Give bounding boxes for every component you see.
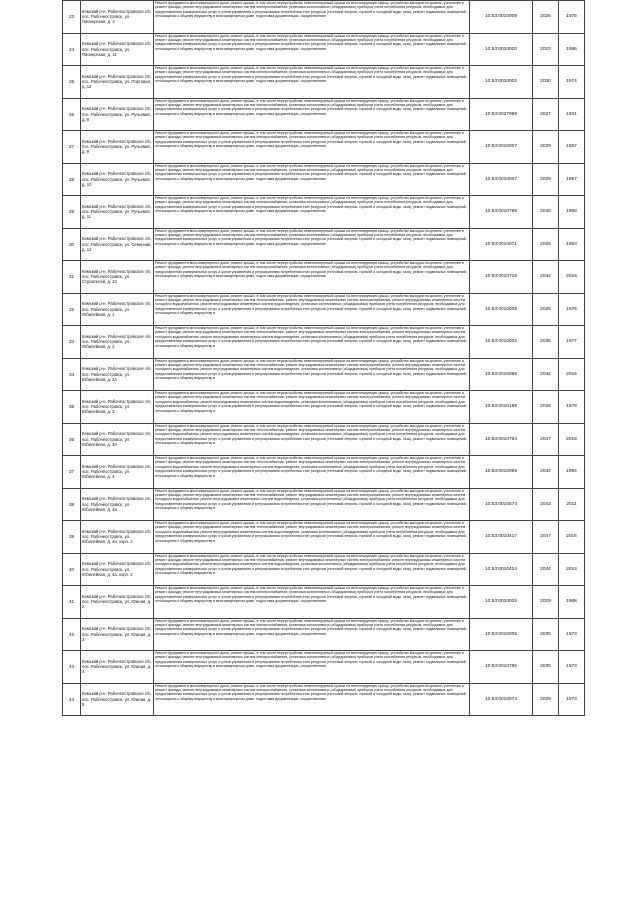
table-row bbox=[63, 261, 585, 294]
row-number: 36 bbox=[63, 423, 81, 456]
planned-year-cell: 2027 bbox=[533, 98, 559, 131]
work-description-text: Ремонт фундамента многоквартирного дома, ремонт крыши, в том числе переустройство невентилируемой крыши на вентилируемую крышу, устройство выходов на кровлю, утепление и ремонт фасада, ремонт внутридомовых инженерных систем электроснабжения, установка коллективных (общедомовых) приборов учета потребления ресурсов, необходимых для предоставления коммунальных услуг, и узлов управления и регулирования потребления этих ресурсов (тепловой энергии, горячей и холодной воды, газа), ремонт подвальных помещений, относящихся к общему имуществу в многоквартирном доме, подготовка документации, осуществление bbox=[155, 261, 467, 279]
build-year-cell: 1931 bbox=[559, 98, 585, 131]
table-row bbox=[63, 228, 585, 261]
address-cell: Кемский р-н. Рабочеостровское с/п, пос. Рабочеостровск, ул. Юбилейная, д. 2 bbox=[81, 326, 154, 359]
work-description-cell bbox=[154, 326, 470, 359]
work-description-text: Ремонт фундамента многоквартирного дома, ремонт крыши, в том числе переустройство невентилируемой крыши на вентилируемую крышу, устройство выходов на кровлю, утепление и ремонт фасада, ремонт внутридомовых инженерных систем теплоснабжения, ремонт внутридомовых инженерных систем электроснабжения, ремонт внутридомовых инженерных систем холодного водоснабжения, ремонт внутридомовых инженерных систем водоотведения, установка коллективных (общедомовых) приборов учета потребления ресурсов, необходимых для предоставления коммунальных услуг, и узлов управления и регулирования потребления этих ресурсов (тепловой энергии, горячей и холодной воды, газа), ремонт подвальных помещений, относящихся к общему имуществу в bbox=[155, 456, 467, 478]
work-description-cell bbox=[154, 651, 470, 684]
address-cell: Кемский р-н. Рабочеостровское с/п, пос. Рабочеостровск, ул. Портовая, д. 12 bbox=[81, 66, 154, 99]
work-description-cell bbox=[154, 586, 470, 619]
address-cell: Кемский р-н. Рабочеостровское с/п, пос. Рабочеостровск, ул. Южная, д. 5 bbox=[81, 683, 154, 716]
planned-year-cell: 2042 bbox=[533, 358, 559, 391]
cadastral-number-cell: 10:53:0010764 bbox=[470, 423, 533, 456]
build-year-cell: 1968 bbox=[559, 586, 585, 619]
build-year-cell: 1978 bbox=[559, 391, 585, 424]
build-year-cell: 1967 bbox=[559, 163, 585, 196]
table-row bbox=[63, 326, 585, 359]
table-row bbox=[63, 423, 585, 456]
address-cell: Кемский р-н. Рабочеостровское с/п, пос. Рабочеостровск, ул. Юбилейная, д. 4а, корп. 1 bbox=[81, 521, 154, 554]
planned-year-cell: 2023 bbox=[533, 33, 559, 66]
row-number: 32 bbox=[63, 293, 81, 326]
planned-year-cell: 2025 bbox=[533, 293, 559, 326]
table-body bbox=[63, 1, 585, 716]
cadastral-number-cell: 10:53:0010002 bbox=[470, 326, 533, 359]
build-year-cell: 1977 bbox=[559, 326, 585, 359]
address-cell: Кемский р-н. Рабочеостровское с/п, пос. Рабочеостровск, ул. Ручьевая, д. 8 bbox=[81, 98, 154, 131]
cadastral-number-cell: 10:53:0010025 bbox=[470, 586, 533, 619]
work-description-text: Ремонт фундамента многоквартирного дома, ремонт крыши, в том числе переустройство невентилируемой крыши на вентилируемую крышу, устройство выходов на кровлю, утепление и ремонт фасада, ремонт внутридомовых инженерных систем электроснабжения, установка коллективных (общедомовых) приборов учета потребления ресурсов, необходимых для предоставления коммунальных услуг, и узлов управления и регулирования потребления этих ресурсов (тепловой энергии, горячей и холодной воды, газа), ремонт подвальных помещений, относящихся к общему имуществу в многоквартирном доме, подготовка документации, осуществление bbox=[155, 131, 467, 149]
work-description-cell bbox=[154, 553, 470, 586]
work-description-cell bbox=[154, 131, 470, 164]
planned-year-cell: 2030 bbox=[533, 196, 559, 229]
planned-year-cell: 2029 bbox=[533, 586, 559, 619]
work-description-cell bbox=[154, 1, 470, 34]
cadastral-number-cell: 10:53:0010417 bbox=[470, 521, 533, 554]
housing-repair-table bbox=[62, 0, 585, 716]
table-row bbox=[63, 33, 585, 66]
cadastral-number-cell: 10:53:0010074 bbox=[470, 683, 533, 716]
address-cell: Кемский р-н. Рабочеостровское с/п, пос. Рабочеостровск, ул. Юбилейная, д. 4 bbox=[81, 456, 154, 489]
work-description-cell bbox=[154, 228, 470, 261]
planned-year-cell: 2047 bbox=[533, 521, 559, 554]
row-number: 31 bbox=[63, 261, 81, 294]
row-number: 23 bbox=[63, 1, 81, 34]
address-cell: Кемский р-н. Рабочеостровское с/п, пос. Рабочеостровск, ул. Юбилейная, д. 3 bbox=[81, 391, 154, 424]
work-description-cell bbox=[154, 293, 470, 326]
work-description-text: Ремонт фундамента многоквартирного дома, ремонт крыши, в том числе переустройство невентилируемой крыши на вентилируемую крышу, устройство выходов на кровлю, утепление и ремонт фасада, ремонт внутридомовых инженерных систем электроснабжения, установка коллективных (общедомовых) приборов учета потребления ресурсов, необходимых для предоставления коммунальных услуг, и узлов управления и регулирования потребления этих ресурсов (тепловой энергии, горячей и холодной воды, газа), ремонт подвальных помещений, относящихся к общему имуществу в многоквартирном доме, подготовка документации, осуществление bbox=[155, 66, 467, 84]
work-description-text: Ремонт фундамента многоквартирного дома, ремонт крыши, в том числе переустройство невентилируемой крыши на вентилируемую крышу, устройство выходов на кровлю, утепление и ремонт фасада, ремонт внутридомовых инженерных систем теплоснабжения, ремонт внутридомовых инженерных систем электроснабжения, ремонт внутридомовых инженерных систем холодного водоснабжения, ремонт внутридомовых инженерных систем водоотведения, установка коллективных (общедомовых) приборов учета потребления ресурсов, необходимых для предоставления коммунальных услуг, и узлов управления и регулирования потребления этих ресурсов (тепловой энергии, горячей и холодной воды, газа), ремонт подвальных помещений, относящихся к общему имуществу в bbox=[155, 293, 467, 316]
address-cell: Кемский р-н. Рабочеостровское с/п, пос. Рабочеостровск, ул. Юбилейная, д. 2А bbox=[81, 358, 154, 391]
work-description-cell bbox=[154, 163, 470, 196]
planned-year-cell: 2042 bbox=[533, 456, 559, 489]
work-description-text: Ремонт фундамента многоквартирного дома, ремонт крыши, в том числе переустройство невентилируемой крыши на вентилируемую крышу, устройство выходов на кровлю, утепление и ремонт фасада, ремонт внутридомовых инженерных систем теплоснабжения, ремонт внутридомовых инженерных систем электроснабжения, ремонт внутридомовых инженерных систем холодного водоснабжения, ремонт внутридомовых инженерных систем водоотведения, установка коллективных (общедомовых) приборов учета потребления ресурсов, необходимых для предоставления коммунальных услуг, и узлов управления и регулирования потребления этих ресурсов (тепловой энергии, горячей и холодной воды, газа), ремонт подвальных помещений, относящихся к общему имуществу в bbox=[155, 326, 467, 348]
row-number: 35 bbox=[63, 391, 81, 424]
planned-year-cell: 2047 bbox=[533, 423, 559, 456]
build-year-cell: 1994 bbox=[559, 456, 585, 489]
build-year-cell: 2016 bbox=[559, 521, 585, 554]
work-description-cell bbox=[154, 33, 470, 66]
cadastral-number-cell: 10:53:0010424 bbox=[470, 553, 533, 586]
build-year-cell: 1968 bbox=[559, 196, 585, 229]
row-number: 44 bbox=[63, 683, 81, 716]
build-year-cell: 1973 bbox=[559, 618, 585, 651]
build-year-cell: 1975 bbox=[559, 293, 585, 326]
cadastral-number-cell: 10:53:0010071 bbox=[470, 228, 533, 261]
build-year-cell: 1975 bbox=[559, 1, 585, 34]
work-description-cell bbox=[154, 66, 470, 99]
table-row bbox=[63, 618, 585, 651]
row-number: 39 bbox=[63, 521, 81, 554]
planned-year-cell: 2030 bbox=[533, 651, 559, 684]
planned-year-cell: 2025 bbox=[533, 228, 559, 261]
work-description-cell bbox=[154, 423, 470, 456]
address-cell: Кемский р-н. Рабочеостровское с/п, пос. Рабочеостровск, ул. Южная, д. 4 bbox=[81, 651, 154, 684]
table-row bbox=[63, 553, 585, 586]
work-description-text: Ремонт фундамента многоквартирного дома, ремонт крыши, в том числе переустройство невентилируемой крыши на вентилируемую крышу, устройство выходов на кровлю, утепление и ремонт фасада, ремонт внутридомовых инженерных систем электроснабжения, установка коллективных (общедомовых) приборов учета потребления ресурсов, необходимых для предоставления коммунальных услуг, и узлов управления и регулирования потребления этих ресурсов (тепловой энергии, горячей и холодной воды, газа), ремонт подвальных помещений, относящихся к общему имуществу в многоквартирном доме, подготовка документации, осуществление bbox=[155, 98, 467, 116]
cadastral-number-cell: 10:53:0010020 bbox=[470, 33, 533, 66]
address-cell: Кемский р-н. Рабочеостровское с/п, пос. Рабочеостровск, ул. Ручьевая, д. 9 bbox=[81, 131, 154, 164]
work-description-text: Ремонт фундамента многоквартирного дома, ремонт крыши, в том числе переустройство невентилируемой крыши на вентилируемую крышу, устройство выходов на кровлю, утепление и ремонт фасада, ремонт внутридомовых инженерных систем теплоснабжения, ремонт внутридомовых инженерных систем электроснабжения, ремонт внутридомовых инженерных систем холодного водоснабжения, ремонт внутридомовых инженерных систем водоотведения, установка коллективных (общедомовых) приборов учета потребления ресурсов, необходимых для предоставления коммунальных услуг, и узлов управления и регулирования потребления этих ресурсов (тепловой энергии, горячей и холодной воды, газа), ремонт подвальных помещений, относящихся к общему имуществу в bbox=[155, 521, 467, 543]
cadastral-number-cell: 10:53:0010199 bbox=[470, 391, 533, 424]
address-cell: Кемский р-н. Рабочеостровское с/п, пос. Рабочеостровск, ул. Юбилейная, д. 1 bbox=[81, 293, 154, 326]
row-number: 41 bbox=[63, 586, 81, 619]
row-number: 42 bbox=[63, 618, 81, 651]
row-number: 24 bbox=[63, 33, 81, 66]
cadastral-number-cell: 10:53:0010009 bbox=[470, 1, 533, 34]
address-cell: Кемский р-н. Рабочеостровское с/п, пос. Рабочеостровск, ул. Пионерская, д. 11 bbox=[81, 33, 154, 66]
build-year-cell: 1967 bbox=[559, 131, 585, 164]
table-row bbox=[63, 521, 585, 554]
work-description-cell bbox=[154, 456, 470, 489]
row-number: 26 bbox=[63, 98, 81, 131]
build-year-cell: 2016 bbox=[559, 358, 585, 391]
cadastral-number-cell: 10:53:0010009 bbox=[470, 293, 533, 326]
row-number: 40 bbox=[63, 553, 81, 586]
table-row bbox=[63, 66, 585, 99]
row-number: 25 bbox=[63, 66, 81, 99]
work-description-cell bbox=[154, 618, 470, 651]
work-description-text: Ремонт фундамента многоквартирного дома, ремонт крыши, в том числе переустройство невентилируемой крыши на вентилируемую крышу, устройство выходов на кровлю, утепление и ремонт фасада, ремонт внутридомовых инженерных систем электроснабжения, установка коллективных (общедомовых) приборов учета потребления ресурсов, необходимых для предоставления коммунальных услуг, и узлов управления и регулирования потребления этих ресурсов (тепловой энергии, горячей и холодной воды, газа), ремонт подвальных помещений, относящихся к общему имуществу в многоквартирном доме, подготовка документации, осуществление bbox=[155, 228, 467, 246]
table-row bbox=[63, 1, 585, 34]
planned-year-cell: 2030 bbox=[533, 66, 559, 99]
build-year-cell: 1986 bbox=[559, 33, 585, 66]
planned-year-cell: 2029 bbox=[533, 131, 559, 164]
build-year-cell: 2016 bbox=[559, 261, 585, 294]
work-description-text: Ремонт фундамента многоквартирного дома, ремонт крыши, в том числе переустройство невентилируемой крыши на вентилируемую крышу, устройство выходов на кровлю, утепление и ремонт фасада, ремонт внутридомовых инженерных систем теплоснабжения, ремонт внутридомовых инженерных систем электроснабжения, ремонт внутридомовых инженерных систем холодного водоснабжения, ремонт внутридомовых инженерных систем водоотведения, установка коллективных (общедомовых) приборов учета потребления ресурсов, необходимых для предоставления коммунальных услуг, и узлов управления и регулирования потребления этих ресурсов (тепловой энергии, горячей и холодной воды, газа), ремонт подвальных помещений, относящихся к общему имуществу в bbox=[155, 358, 467, 381]
table-row bbox=[63, 488, 585, 521]
planned-year-cell: 2044 bbox=[533, 553, 559, 586]
table-row bbox=[63, 293, 585, 326]
cadastral-number-cell: 10:53:0027998 bbox=[470, 98, 533, 131]
address-cell: Кемский р-н. Рабочеостровское с/п, пос. Рабочеостровск, ул. Ручьевая, д. 10 bbox=[81, 163, 154, 196]
address-cell: Кемский р-н. Рабочеостровское с/п, пос. Рабочеостровск, ул. Южная, д. 3 bbox=[81, 618, 154, 651]
row-number: 33 bbox=[63, 326, 81, 359]
work-description-cell bbox=[154, 521, 470, 554]
work-description-cell bbox=[154, 358, 470, 391]
table-row bbox=[63, 456, 585, 489]
work-description-cell bbox=[154, 261, 470, 294]
row-number: 37 bbox=[63, 456, 81, 489]
work-description-cell bbox=[154, 391, 470, 424]
build-year-cell: 1974 bbox=[559, 66, 585, 99]
row-number: 29 bbox=[63, 196, 81, 229]
address-cell: Кемский р-н. Рабочеостровское с/п, пос. Рабочеостровск, ул. Юбилейная, д. 4а bbox=[81, 488, 154, 521]
table-row bbox=[63, 683, 585, 716]
table-row bbox=[63, 196, 585, 229]
row-number: 34 bbox=[63, 358, 81, 391]
cadastral-number-cell: 10:53:0010007 bbox=[470, 163, 533, 196]
address-cell: Кемский р-н. Рабочеостровское с/п, пос. Рабочеостровск, ул. Северная, д. 12 bbox=[81, 228, 154, 261]
work-description-text: Ремонт фундамента многоквартирного дома, ремонт крыши, в том числе переустройство невентилируемой крыши на вентилируемую крышу, устройство выходов на кровлю, утепление и ремонт фасада, ремонт внутридомовых инженерных систем электроснабжения, установка коллективных (общедомовых) приборов учета потребления ресурсов, необходимых для предоставления коммунальных услуг, и узлов управления и регулирования потребления этих ресурсов (тепловой энергии, горячей и холодной воды, газа), ремонт подвальных помещений, относящихся к общему имуществу в многоквартирном доме, подготовка документации, осуществление bbox=[155, 33, 467, 51]
cadastral-number-cell: 10:53:0010069 bbox=[470, 456, 533, 489]
cadastral-number-cell: 10:53:0010007 bbox=[470, 131, 533, 164]
address-cell: Кемский р-н. Рабочеостровское с/п, пос. Рабочеостровск, ул. Пионерская, д. 4 bbox=[81, 1, 154, 34]
planned-year-cell: 2029 bbox=[533, 163, 559, 196]
address-cell: Кемский р-н. Рабочеостровское с/п, пос. Рабочеостровск, ул. Ручьевая, д. 11 bbox=[81, 196, 154, 229]
row-number: 38 bbox=[63, 488, 81, 521]
planned-year-cell: 2042 bbox=[533, 261, 559, 294]
row-number: 27 bbox=[63, 131, 81, 164]
work-description-text: Ремонт фундамента многоквартирного дома, ремонт крыши, в том числе переустройство невентилируемой крыши на вентилируемую крышу, устройство выходов на кровлю, утепление и ремонт фасада, ремонт внутридомовых инженерных систем электроснабжения, установка коллективных (общедомовых) приборов учета потребления ресурсов, необходимых для предоставления коммунальных услуг, и узлов управления и регулирования потребления этих ресурсов (тепловой энергии, горячей и холодной воды, газа), ремонт подвальных помещений, относящихся к общему имуществу в многоквартирном доме, подготовка документации, осуществление bbox=[155, 163, 467, 181]
work-description-text: Ремонт фундамента многоквартирного дома, ремонт крыши, в том числе переустройство невентилируемой крыши на вентилируемую крышу, устройство выходов на кровлю, утепление и ремонт фасада, ремонт внутридомовых инженерных систем теплоснабжения, ремонт внутридомовых инженерных систем электроснабжения, ремонт внутридомовых инженерных систем холодного водоснабжения, ремонт внутридомовых инженерных систем водоотведения, установка коллективных (общедомовых) приборов учета потребления ресурсов, необходимых для предоставления коммунальных услуг, и узлов управления и регулирования потребления этих ресурсов (тепловой энергии, горячей и холодной воды, газа), ремонт подвальных помещений, относящихся к общему имуществу в bbox=[155, 553, 467, 576]
address-cell: Кемский р-н. Рабочеостровское с/п, пос. Рабочеостровск, ул. Южная, д. 2 bbox=[81, 586, 154, 619]
table-row bbox=[63, 358, 585, 391]
cadastral-number-cell: 10:53:0010799 bbox=[470, 196, 533, 229]
work-description-text: Ремонт фундамента многоквартирного дома, ремонт крыши, в том числе переустройство невентилируемой крыши на вентилируемую крышу, устройство выходов на кровлю, утепление и ремонт фасада, ремонт внутридомовых инженерных систем электроснабжения, установка коллективных (общедомовых) приборов учета потребления ресурсов, необходимых для предоставления коммунальных услуг, и узлов управления и регулирования потребления этих ресурсов (тепловой энергии, горячей и холодной воды, газа), ремонт подвальных помещений, относящихся к общему имуществу в многоквартирном доме, подготовка документации, осуществление bbox=[155, 196, 467, 214]
planned-year-cell: 2026 bbox=[533, 391, 559, 424]
build-year-cell: 1973 bbox=[559, 651, 585, 684]
work-description-text: Ремонт фундамента многоквартирного дома, ремонт крыши, в том числе переустройство невентилируемой крыши на вентилируемую крышу, устройство выходов на кровлю, утепление и ремонт фасада, ремонт внутридомовых инженерных систем электроснабжения, установка коллективных (общедомовых) приборов учета потребления ресурсов, необходимых для предоставления коммунальных услуг, и узлов управления и регулирования потребления этих ресурсов (тепловой энергии, горячей и холодной воды, газа), ремонт подвальных помещений, относящихся к общему имуществу в многоквартирном доме, подготовка документации, осуществление bbox=[155, 683, 467, 701]
cadastral-number-cell: 10:53:0010574 bbox=[470, 488, 533, 521]
address-cell: Кемский р-н. Рабочеостровское с/п, пос. Рабочеостровск, ул. Строителей, д. 24 bbox=[81, 261, 154, 294]
work-description-text: Ремонт фундамента многоквартирного дома, ремонт крыши, в том числе переустройство невентилируемой крыши на вентилируемую крышу, устройство выходов на кровлю, утепление и ремонт фасада, ремонт внутридомовых инженерных систем теплоснабжения, ремонт внутридомовых инженерных систем электроснабжения, ремонт внутридомовых инженерных систем холодного водоснабжения, ремонт внутридомовых инженерных систем водоотведения, установка коллективных (общедомовых) приборов учета потребления ресурсов, необходимых для предоставления коммунальных услуг, и узлов управления и регулирования потребления этих ресурсов (тепловой энергии, горячей и холодной воды, газа), ремонт подвальных помещений, относящихся к общему имуществу в bbox=[155, 488, 467, 511]
table-row bbox=[63, 131, 585, 164]
cadastral-number-cell: 10:53:0010069 bbox=[470, 358, 533, 391]
planned-year-cell: 2043 bbox=[533, 488, 559, 521]
build-year-cell: 1963 bbox=[559, 228, 585, 261]
cadastral-number-cell: 10:53:0010005 bbox=[470, 618, 533, 651]
work-description-text: Ремонт фундамента многоквартирного дома, ремонт крыши, в том числе переустройство невентилируемой крыши на вентилируемую крышу, устройство выходов на кровлю, утепление и ремонт фасада, ремонт внутридомовых инженерных систем электроснабжения, установка коллективных (общедомовых) приборов учета потребления ресурсов, необходимых для предоставления коммунальных услуг, и узлов управления и регулирования потребления этих ресурсов (тепловой энергии, горячей и холодной воды, газа), ремонт подвальных помещений, относящихся к общему имуществу в многоквартирном доме, подготовка документации, осуществление bbox=[155, 1, 467, 19]
work-description-text: Ремонт фундамента многоквартирного дома, ремонт крыши, в том числе переустройство невентилируемой крыши на вентилируемую крышу, устройство выходов на кровлю, утепление и ремонт фасада, ремонт внутридомовых инженерных систем электроснабжения, установка коллективных (общедомовых) приборов учета потребления ресурсов, необходимых для предоставления коммунальных услуг, и узлов управления и регулирования потребления этих ресурсов (тепловой энергии, горячей и холодной воды, газа), ремонт подвальных помещений, относящихся к общему имуществу в многоквартирном доме, подготовка документации, осуществление bbox=[155, 651, 467, 669]
cadastral-number-cell: 10:53:0010002 bbox=[470, 66, 533, 99]
planned-year-cell: 2035 bbox=[533, 326, 559, 359]
planned-year-cell: 2029 bbox=[533, 683, 559, 716]
work-description-text: Ремонт фундамента многоквартирного дома, ремонт крыши, в том числе переустройство невентилируемой крыши на вентилируемую крышу, устройство выходов на кровлю, утепление и ремонт фасада, ремонт внутридомовых инженерных систем электроснабжения, установка коллективных (общедомовых) приборов учета потребления ресурсов, необходимых для предоставления коммунальных услуг, и узлов управления и регулирования потребления этих ресурсов (тепловой энергии, горячей и холодной воды, газа), ремонт подвальных помещений, относящихся к общему имуществу в многоквартирном доме, подготовка документации, осуществление bbox=[155, 618, 467, 636]
work-description-text: Ремонт фундамента многоквартирного дома, ремонт крыши, в том числе переустройство невентилируемой крыши на вентилируемую крышу, устройство выходов на кровлю, утепление и ремонт фасада, ремонт внутридомовых инженерных систем теплоснабжения, ремонт внутридомовых инженерных систем электроснабжения, ремонт внутридомовых инженерных систем холодного водоснабжения, ремонт внутридомовых инженерных систем водоотведения, установка коллективных (общедомовых) приборов учета потребления ресурсов, необходимых для предоставления коммунальных услуг, и узлов управления и регулирования потребления этих ресурсов (тепловой энергии, горячей и холодной воды, газа), ремонт подвальных помещений, относящихся к общему имуществу в bbox=[155, 391, 467, 413]
build-year-cell: 2011 bbox=[559, 488, 585, 521]
build-year-cell: 2013 bbox=[559, 553, 585, 586]
table-row bbox=[63, 391, 585, 424]
work-description-text: Ремонт фундамента многоквартирного дома, ремонт крыши, в том числе переустройство невентилируемой крыши на вентилируемую крышу, устройство выходов на кровлю, утепление и ремонт фасада, ремонт внутридомовых инженерных систем теплоснабжения, ремонт внутридомовых инженерных систем электроснабжения, ремонт внутридомовых инженерных систем холодного водоснабжения, ремонт внутридомовых инженерных систем водоотведения, установка коллективных (общедомовых) приборов учета потребления ресурсов, необходимых для предоставления коммунальных услуг, и узлов управления и регулирования потребления этих ресурсов (тепловой энергии, горячей и холодной воды, газа), ремонт подвальных помещений, относящихся к общему имуществу в bbox=[155, 423, 467, 446]
table-row bbox=[63, 586, 585, 619]
row-number: 30 bbox=[63, 228, 81, 261]
build-year-cell: 1973 bbox=[559, 683, 585, 716]
row-number: 43 bbox=[63, 651, 81, 684]
address-cell: Кемский р-н. Рабочеостровское с/п, пос. Рабочеостровск, ул. Юбилейная, д. 3А bbox=[81, 423, 154, 456]
planned-year-cell: 2026 bbox=[533, 1, 559, 34]
address-cell: Кемский р-н. Рабочеостровское с/п, пос. Рабочеостровск, ул. Юбилейная, д. 4а, корп. 2 bbox=[81, 553, 154, 586]
work-description-cell bbox=[154, 196, 470, 229]
table-row bbox=[63, 163, 585, 196]
table-row bbox=[63, 651, 585, 684]
planned-year-cell: 2030 bbox=[533, 618, 559, 651]
row-number: 28 bbox=[63, 163, 81, 196]
cadastral-number-cell: 10:53:0010795 bbox=[470, 651, 533, 684]
work-description-cell bbox=[154, 488, 470, 521]
cadastral-number-cell: 10:53:0010718 bbox=[470, 261, 533, 294]
build-year-cell: 2018 bbox=[559, 423, 585, 456]
work-description-cell bbox=[154, 98, 470, 131]
work-description-cell bbox=[154, 683, 470, 716]
table-row bbox=[63, 98, 585, 131]
work-description-text: Ремонт фундамента многоквартирного дома, ремонт крыши, в том числе переустройство невентилируемой крыши на вентилируемую крышу, устройство выходов на кровлю, утепление и ремонт фасада, ремонт внутридомовых инженерных систем электроснабжения, установка коллективных (общедомовых) приборов учета потребления ресурсов, необходимых для предоставления коммунальных услуг, и узлов управления и регулирования потребления этих ресурсов (тепловой энергии, горячей и холодной воды, газа), ремонт подвальных помещений, относящихся к общему имуществу в многоквартирном доме, подготовка документации, осуществление bbox=[155, 586, 467, 604]
